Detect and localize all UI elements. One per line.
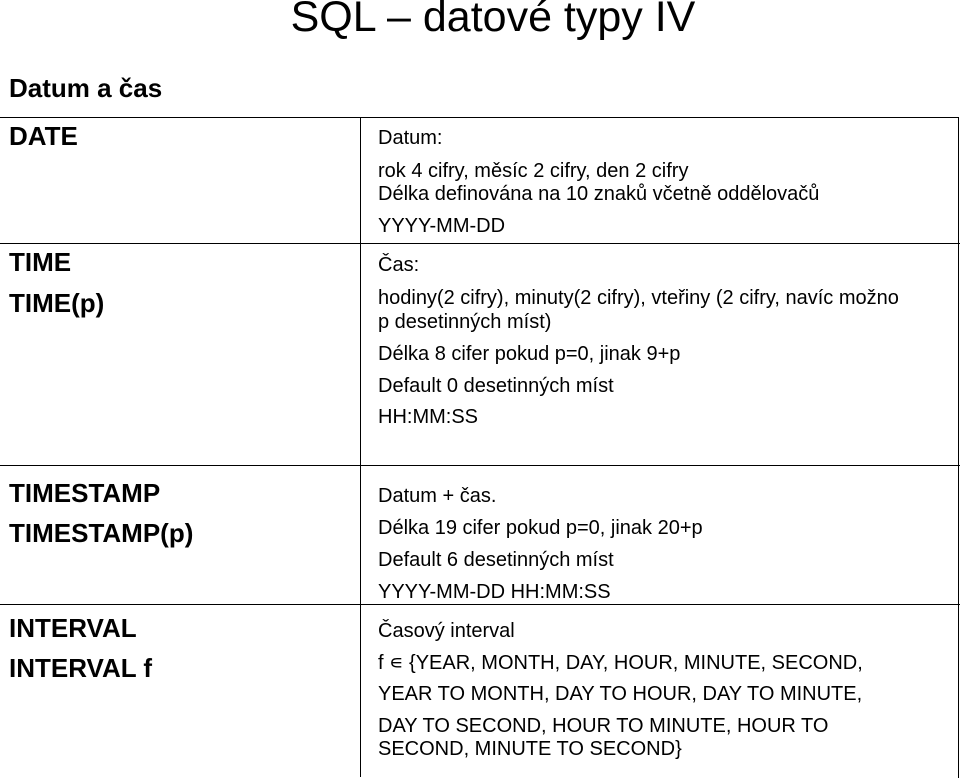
type-name-time: TIME xyxy=(9,247,72,277)
table-row-divider xyxy=(0,243,960,244)
time-description-heading: Čas: xyxy=(378,254,420,276)
interval-description-line: YEAR TO MONTH, DAY TO HOUR, DAY TO MINUTE, xyxy=(378,683,863,705)
slide-title: SQL – datové typy IV xyxy=(290,0,696,41)
timestamp-format: YYYY-MM-DD HH:MM:SS xyxy=(378,581,611,603)
date-description-heading: Datum: xyxy=(378,127,443,149)
table-row-divider xyxy=(0,465,960,466)
date-description-line: rok 4 cifry, měsíc 2 cifry, den 2 cifry xyxy=(378,160,689,182)
interval-description-line: f ∊ {YEAR, MONTH, DAY, HOUR, MINUTE, SECOND, xyxy=(378,652,863,674)
date-description-line: Délka definována na 10 znaků včetně oddělovačů xyxy=(378,183,820,205)
time-description-line: Délka 8 cifer pokud p=0, jinak 9+p xyxy=(378,343,681,365)
table-column-divider xyxy=(360,117,361,777)
timestamp-description-heading: Datum + čas. xyxy=(378,485,497,507)
time-description-line: hodiny(2 cifry), minuty(2 cifry), vteřiny (2 cifry, navíc možno xyxy=(378,287,899,309)
section-heading: Datum a čas xyxy=(9,73,163,103)
type-name-interval-f: INTERVAL f xyxy=(9,653,153,683)
type-name-timestamp: TIMESTAMP xyxy=(9,478,161,508)
time-description-line: p desetinných míst) xyxy=(378,311,552,333)
time-format: HH:MM:SS xyxy=(378,406,478,428)
timestamp-description-line: Délka 19 cifer pokud p=0, jinak 20+p xyxy=(378,517,703,539)
interval-description-line: SECOND, MINUTE TO SECOND} xyxy=(378,738,682,760)
time-description-line: Default 0 desetinných míst xyxy=(378,375,614,397)
date-format: YYYY-MM-DD xyxy=(378,215,506,237)
type-name-time-p: TIME(p) xyxy=(9,288,105,318)
interval-description-heading: Časový interval xyxy=(378,620,515,642)
type-name-date: DATE xyxy=(9,121,78,151)
interval-description-line: DAY TO SECOND, HOUR TO MINUTE, HOUR TO xyxy=(378,715,829,737)
timestamp-description-line: Default 6 desetinných míst xyxy=(378,549,614,571)
type-name-timestamp-p: TIMESTAMP(p) xyxy=(9,518,194,548)
table-row-divider xyxy=(0,604,960,605)
type-name-interval: INTERVAL xyxy=(9,613,137,643)
